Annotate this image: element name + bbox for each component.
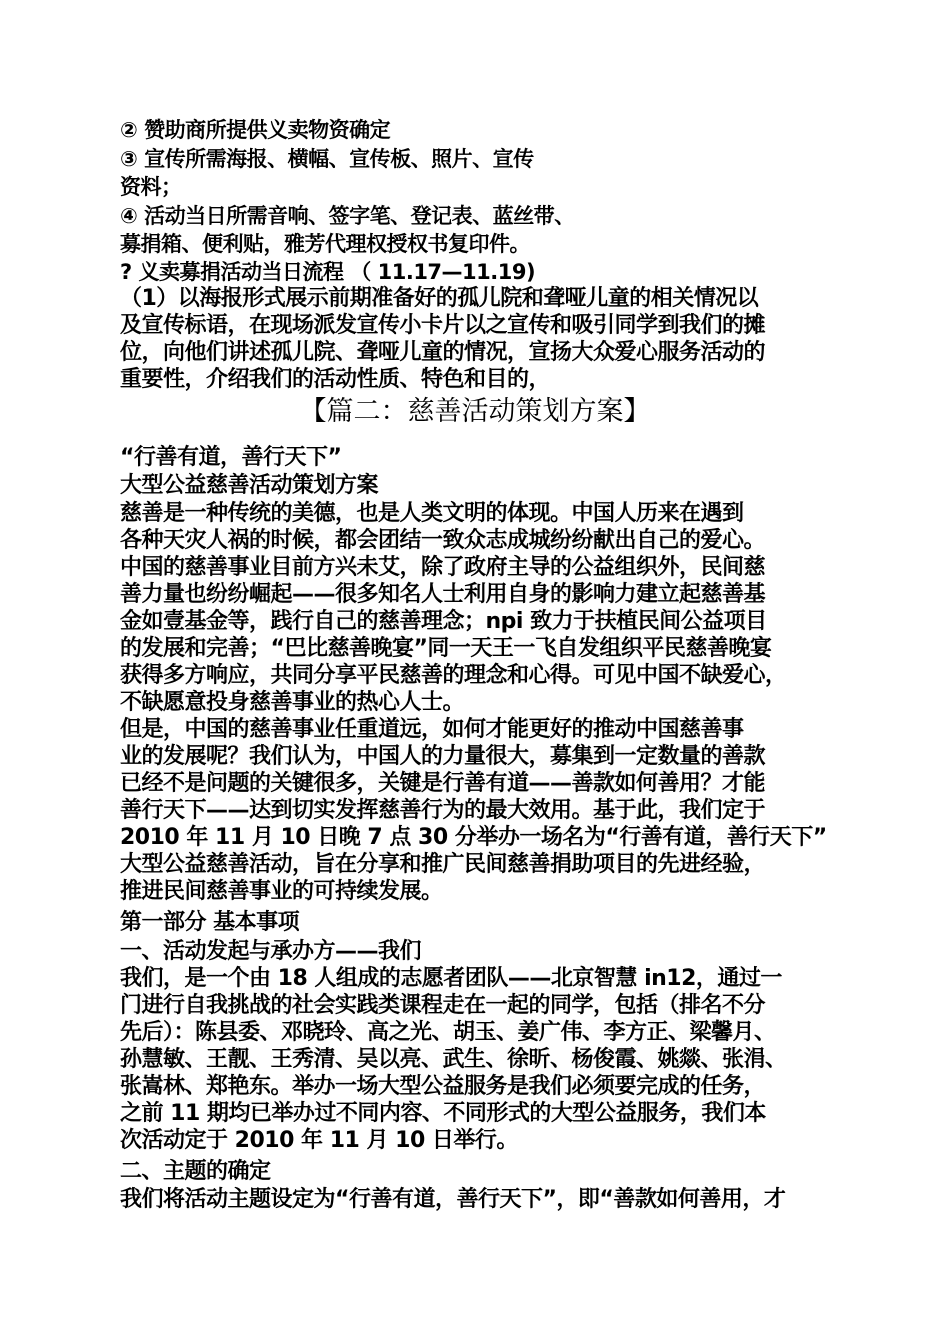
paragraph-line: 但是，中国的慈善事业任重道远，如何才能更好的推动中国慈善事 [120, 717, 744, 742]
paragraph-line: 获得多方响应，共同分享平民慈善的理念和心得。可见中国不缺爱心， [120, 663, 787, 688]
paragraph-line: 我们，是一个由 18 人组成的志愿者团队——北京智慧 in12，通过一 [120, 966, 782, 991]
flow-paragraph-line: 及宣传标语，在现场派发宣传小卡片以之宣传和吸引同学到我们的摊 [120, 313, 766, 338]
paragraph-line: 中国的慈善事业目前方兴未艾，除了政府主导的公益组织外，民间慈 [120, 555, 766, 580]
paragraph-line: 推进民间慈善事业的可持续发展。 [120, 879, 443, 904]
paragraph-line: 次活动定于 2010 年 11 月 10 日举行。 [120, 1128, 518, 1153]
paragraph-line: 张嵩林、郑艳东。举办一场大型公益服务是我们必须要完成的任务， [120, 1074, 766, 1099]
slogan: “行善有道，善行天下” [120, 445, 342, 470]
paragraph-line: 善力量也纷纷崛起——很多知名人士利用自身的影响力建立起慈善基 [120, 582, 766, 607]
paragraph-line: 善行天下——达到切实发挥慈善行为的最大效用。基于此，我们定于 [120, 798, 766, 823]
flow-paragraph-line: 重要性，介绍我们的活动性质、特色和目的， [120, 367, 551, 392]
material-item-2: ② 赞助商所提供义卖物资确定 [120, 118, 391, 142]
material-item-3-line-2: 资料； [120, 175, 182, 199]
paragraph-line: 孙慧敏、王靓、王秀清、吴以亮、武生、徐昕、杨俊霞、姚燚、张涓、 [120, 1047, 787, 1072]
paragraph-line: 大型公益慈善活动，旨在分享和推广民间慈善捐助项目的先进经验， [120, 852, 766, 877]
part-title: 第一部分 基本事项 [120, 910, 300, 935]
material-item-4-line-2: 募捐箱、便利贴，雅芳代理权授权书复印件。 [120, 232, 530, 256]
paragraph-line: 各种天灾人祸的时候，都会团结一致众志成城纷纷献出自己的爱心。 [120, 528, 766, 553]
paragraph-line: 之前 11 期均已举办过不同内容、不同形式的大型公益服务，我们本 [120, 1101, 766, 1126]
paragraph-line: 已经不是问题的关键很多，关键是行善有道——善款如何善用？才能 [120, 771, 766, 796]
paragraph-line: 我们将活动主题设定为“行善有道，善行天下”，即“善款如何善用，才 [120, 1187, 786, 1212]
paragraph-line: 2010 年 11 月 10 日晚 7 点 30 分举办一场名为“行善有道，善行天下” [120, 825, 827, 850]
paragraph-line: 慈善是一种传统的美德，也是人类文明的体现。中国人历来在遇到 [120, 501, 744, 526]
material-item-4-line-1: ④ 活动当日所需音响、签字笔、登记表、蓝丝带、 [120, 204, 575, 228]
flow-paragraph-line: （1）以海报形式展示前期准备好的孤儿院和聋哑儿童的相关情况以 [120, 286, 759, 311]
paragraph-line: 业的发展呢？我们认为，中国人的力量很大，募集到一定数量的善款 [120, 744, 766, 769]
paragraph-line: 先后）：陈县委、邓晓玲、高之光、胡玉、姜广伟、李方正、梁馨月、 [120, 1020, 776, 1045]
flow-paragraph-line: 位，向他们讲述孤儿院、聋哑儿童的情况，宣扬大众爱心服务活动的 [120, 340, 766, 365]
section-heading: 【篇二：慈善活动策划方案】 [299, 396, 651, 427]
paragraph-line: 不缺愿意投身慈善事业的热心人士。 [120, 690, 465, 715]
subsection-title: 二、主题的确定 [120, 1159, 271, 1184]
paragraph-line: 门进行自我挑战的社会实践类课程走在一起的同学，包括（排名不分 [120, 993, 766, 1018]
subsection-title: 一、活动发起与承办方——我们 [120, 939, 422, 964]
paragraph-line: 的发展和完善；“巴比慈善晚宴”同一天王一飞自发组织平民慈善晚宴 [120, 636, 772, 661]
flow-title: ? 义卖募捐活动当日流程 （ 11.17—11.19) [120, 260, 536, 284]
plan-subtitle: 大型公益慈善活动策划方案 [120, 473, 379, 498]
material-item-3-line-1: ③ 宣传所需海报、横幅、宣传板、照片、宣传 [120, 147, 534, 171]
paragraph-line: 金如壹基金等，践行自己的慈善理念；npi 致力于扶植民间公益项目 [120, 609, 767, 634]
